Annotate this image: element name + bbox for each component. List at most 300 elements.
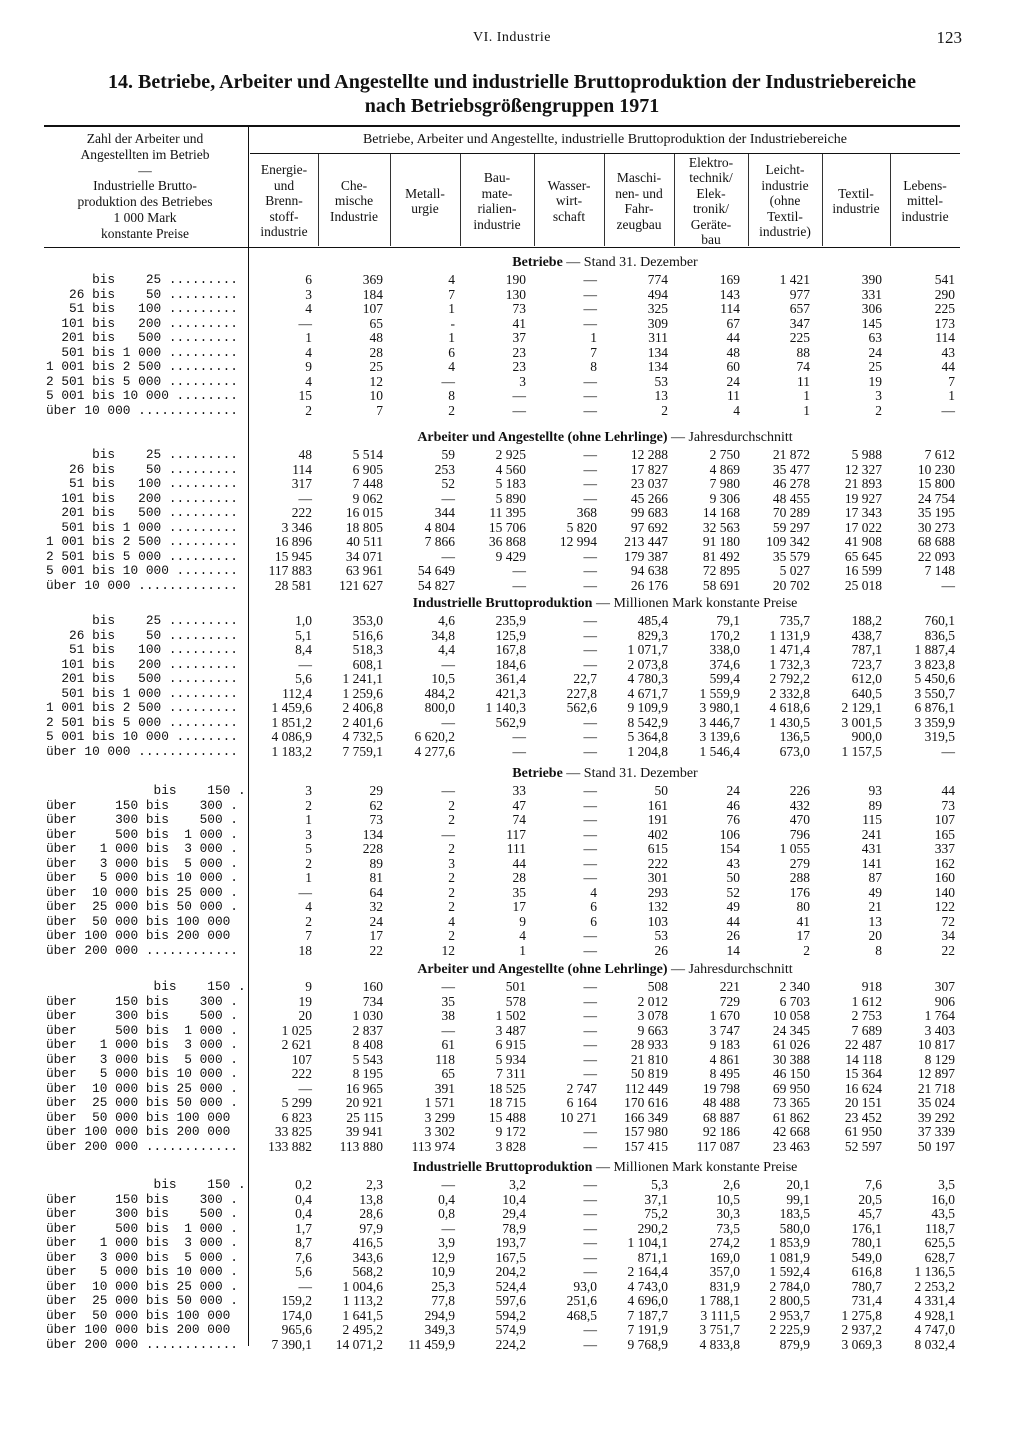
cell-metallurgie: 38 (441, 1008, 455, 1023)
cell-baumaterialien: 6 915 (495, 1037, 526, 1052)
section-title-rest: — Millionen Mark konstante Preise (592, 1160, 798, 1175)
cell-lebensmittelindustrie: — (941, 402, 955, 418)
cell-baumaterialien: 18 715 (488, 1095, 526, 1110)
cell-maschinenbau: 5 364,8 (627, 729, 668, 744)
cell-wasserwirtschaft: — (583, 714, 597, 730)
column-header-text (901, 178, 948, 225)
cell-elektrotechnik: 1 670 (709, 1008, 740, 1023)
cell-energie: 19 (298, 993, 312, 1009)
cell-maschinenbau: 166 349 (624, 1109, 668, 1125)
cell-energie: 4 (305, 899, 312, 914)
cell-metallurgie: 294,9 (424, 1307, 455, 1323)
cell-textilindustrie: 7,6 (865, 1177, 882, 1192)
cell-metallurgie: 4 (448, 272, 455, 287)
cell-wasserwirtschaft: — (583, 1249, 597, 1265)
cell-wasserwirtschaft: — (583, 1177, 597, 1192)
cell-energie: 8,4 (295, 642, 312, 657)
cell-lebensmittelindustrie: 173 (934, 315, 955, 331)
cell-metallurgie: 35 (441, 993, 455, 1009)
cell-chemie: 16 965 (345, 1080, 383, 1096)
table-row (0, 550, 1024, 564)
cell-leichtindustrie: 17 (796, 928, 810, 943)
column-header-maschinenbau (604, 157, 674, 245)
cell-chemie: 89 (369, 855, 383, 871)
cell-lebensmittelindustrie: 39 292 (917, 1109, 955, 1125)
cell-maschinenbau: 179 387 (624, 548, 668, 564)
cell-metallurgie: 59 (441, 447, 455, 462)
cell-lebensmittelindustrie: 4 928,1 (914, 1307, 955, 1323)
cell-chemie: 48 (369, 330, 383, 345)
cell-energie: 159,2 (281, 1293, 312, 1308)
cell-elektrotechnik: 3 139,6 (699, 729, 740, 744)
table-row (0, 886, 1024, 900)
cell-textilindustrie: 3 069,3 (841, 1336, 882, 1352)
cell-maschinenbau: 103 (647, 913, 668, 929)
cell-elektrotechnik: 50 (726, 870, 740, 885)
table-row (0, 331, 1024, 345)
cell-lebensmittelindustrie: 21 718 (917, 1080, 955, 1096)
title-line-1: 14. Betriebe, Arbeiter und Angestellte und industrielle Bruttoproduktion der Industriebereiche (108, 71, 916, 93)
cell-energie: — (298, 315, 312, 331)
table-row (0, 463, 1024, 477)
section-title-rest: — Stand 31. Dezember (562, 766, 698, 781)
cell-textilindustrie: 20 151 (844, 1095, 882, 1110)
cell-elektrotechnik: 48 (726, 344, 740, 360)
cell-textilindustrie: 241 (861, 826, 882, 842)
cell-textilindustrie: 61 950 (844, 1124, 882, 1139)
row-label: über 150 bis 300 . (46, 994, 238, 1009)
table-row (0, 288, 1024, 302)
cell-chemie: 40 511 (346, 534, 383, 549)
cell-maschinenbau: 53 (654, 928, 668, 943)
cell-lebensmittelindustrie: 72 (941, 913, 955, 929)
cell-leichtindustrie: 88 (796, 344, 810, 360)
cell-elektrotechnik: 831,9 (709, 1278, 740, 1294)
cell-wasserwirtschaft: 227,8 (566, 685, 597, 701)
cell-chemie: 416,5 (352, 1235, 383, 1250)
cell-leichtindustrie: 226 (789, 783, 810, 798)
cell-wasserwirtschaft: — (583, 1235, 597, 1250)
cell-lebensmittelindustrie: 122 (934, 899, 955, 914)
cell-textilindustrie: 20 (868, 928, 882, 943)
cell-metallurgie: 8 (448, 388, 455, 403)
row-label: bis 25 ......... (46, 614, 238, 628)
cell-wasserwirtschaft: — (583, 1264, 597, 1279)
table-row (0, 273, 1024, 287)
cell-metallurgie: 113 974 (411, 1138, 455, 1154)
cell-energie: 3 (305, 286, 312, 302)
cell-lebensmittelindustrie: 73 (941, 797, 955, 813)
cell-elektrotechnik: 44 (726, 330, 740, 345)
cell-wasserwirtschaft: — (583, 993, 597, 1009)
cell-leichtindustrie: 1 421 (779, 272, 810, 287)
cell-wasserwirtschaft: — (583, 928, 597, 943)
cell-energie: 1 851,2 (271, 714, 312, 730)
cell-textilindustrie: 17 343 (844, 505, 882, 520)
cell-energie: 15 (298, 388, 312, 403)
section-title-rest: — Jahresdurchschnitt (667, 430, 793, 445)
cell-elektrotechnik: 19 798 (702, 1080, 740, 1096)
cell-baumaterialien: 10,4 (502, 1191, 526, 1207)
cell-wasserwirtschaft: 468,5 (566, 1307, 597, 1323)
cell-wasserwirtschaft: 5 820 (566, 519, 597, 535)
cell-textilindustrie: 41 908 (844, 534, 882, 549)
cell-textilindustrie: 640,5 (851, 685, 882, 701)
cell-elektrotechnik: 4 861 (709, 1051, 740, 1067)
cell-textilindustrie: 16 599 (844, 563, 882, 578)
cell-elektrotechnik: 7 980 (709, 476, 740, 491)
cell-metallurgie: 118 (435, 1051, 455, 1067)
cell-maschinenbau: 13 (654, 388, 668, 403)
cell-wasserwirtschaft: — (583, 783, 597, 798)
cell-metallurgie: 2 (448, 812, 455, 827)
row-label: über 5 000 bis 10 000 . (46, 1067, 238, 1081)
cell-metallurgie: 4 804 (424, 519, 455, 535)
table-row (0, 302, 1024, 316)
page-number: 123 (936, 28, 962, 47)
cell-wasserwirtschaft: — (583, 1066, 597, 1081)
cell-maschinenbau: 5,3 (651, 1177, 668, 1192)
cell-chemie: 518,3 (352, 642, 383, 657)
column-header-line: Lebens- (903, 177, 947, 193)
cell-textilindustrie: 25 (868, 359, 882, 374)
cell-energie: 1,0 (295, 613, 312, 628)
cell-wasserwirtschaft: — (583, 656, 597, 672)
cell-maschinenbau: 21 810 (630, 1051, 668, 1067)
cell-baumaterialien: 184,6 (495, 656, 526, 672)
cell-textilindustrie: 20,5 (858, 1191, 882, 1207)
cell-baumaterialien: 3 487 (495, 1022, 526, 1038)
cell-textilindustrie: 23 452 (844, 1109, 882, 1125)
cell-leichtindustrie: 1 081,9 (769, 1249, 810, 1265)
cell-elektrotechnik: 24 (726, 783, 740, 798)
cell-lebensmittelindustrie: 3 550,7 (914, 685, 955, 701)
cell-energie: 16 896 (274, 534, 312, 549)
table-row (0, 1323, 1024, 1337)
cell-textilindustrie: 87 (868, 870, 882, 885)
section-title-bold: Betriebe (512, 255, 563, 270)
cell-elektrotechnik: 67 (726, 315, 740, 331)
cell-energie: — (298, 1080, 312, 1096)
cell-elektrotechnik: 79,1 (716, 613, 740, 628)
cell-chemie: 32 (369, 899, 383, 914)
cell-elektrotechnik: 169,0 (709, 1249, 740, 1265)
cell-maschinenbau: 132 (647, 899, 668, 914)
cell-leichtindustrie: 432 (789, 797, 810, 813)
cell-leichtindustrie: 70 289 (772, 505, 810, 520)
row-label: bis 25 ......... (46, 273, 238, 287)
table-row (0, 857, 1024, 871)
cell-textilindustrie: 14 118 (845, 1051, 882, 1067)
table-row (0, 672, 1024, 686)
cell-maschinenbau: 7 191,9 (627, 1322, 668, 1337)
cell-wasserwirtschaft: 562,6 (566, 700, 597, 715)
cell-elektrotechnik: 52 (726, 884, 740, 900)
cell-leichtindustrie: 2 800,5 (769, 1293, 810, 1308)
cell-chemie: 1 641,5 (342, 1307, 383, 1323)
cell-textilindustrie: 780,7 (851, 1278, 882, 1294)
table-row (0, 995, 1024, 1009)
row-label: über 500 bis 1 000 . (46, 1221, 238, 1236)
cell-chemie: 73 (369, 812, 383, 827)
row-label: 501 bis 1 000 ......... (46, 686, 238, 701)
cell-textilindustrie: 49 (868, 884, 882, 900)
table-row (0, 784, 1024, 798)
cell-leichtindustrie: 6 703 (779, 993, 810, 1009)
cell-elektrotechnik: 60 (726, 359, 740, 374)
column-header-text (615, 170, 663, 232)
cell-metallurgie: — (441, 490, 455, 506)
cell-maschinenbau: 26 176 (630, 577, 668, 593)
table-row (0, 1193, 1024, 1207)
column-header-line: mittel- (907, 193, 943, 209)
row-label: 101 bis 200 ......... (46, 491, 238, 506)
cell-textilindustrie: 93 (868, 783, 882, 798)
section-title-rest: — Millionen Mark konstante Preise (592, 596, 798, 611)
cell-elektrotechnik: 91 180 (702, 534, 740, 549)
cell-energie: 107 (291, 1051, 312, 1067)
cell-energie: 1 025 (281, 1022, 312, 1038)
cell-elektrotechnik: 3 747 (709, 1022, 740, 1038)
cell-energie: 6 823 (281, 1109, 312, 1125)
cell-elektrotechnik: 58 691 (702, 577, 740, 593)
cell-leichtindustrie: 657 (789, 301, 810, 316)
cell-leichtindustrie: 46 278 (772, 476, 810, 491)
cell-baumaterialien: 4 560 (495, 461, 526, 477)
cell-chemie: 7 (376, 402, 383, 418)
cell-chemie: 4 732,5 (342, 729, 383, 744)
cell-wasserwirtschaft: — (583, 627, 597, 643)
cell-baumaterialien: — (512, 388, 526, 403)
cell-energie: 965,6 (281, 1322, 312, 1337)
row-label: über 10 000 bis 25 000 . (46, 885, 238, 900)
cell-textilindustrie: 8 (875, 942, 882, 958)
cell-maschinenbau: 75,2 (644, 1206, 668, 1221)
cell-maschinenbau: 53 (654, 373, 668, 389)
table-row (0, 629, 1024, 643)
cell-lebensmittelindustrie: 44 (941, 783, 955, 798)
cell-textilindustrie: 17 022 (844, 519, 882, 535)
cell-metallurgie: 61 (441, 1037, 455, 1052)
cell-metallurgie: — (441, 548, 455, 564)
cell-metallurgie: 3 302 (424, 1124, 455, 1139)
cell-metallurgie: 1 571 (424, 1095, 455, 1110)
column-header-line: Wasser- (547, 177, 591, 193)
cell-baumaterialien: 167,5 (495, 1249, 526, 1265)
cell-textilindustrie: 21 893 (844, 476, 882, 491)
cell-energie: 7,6 (295, 1249, 312, 1265)
cell-lebensmittelindustrie: 118,7 (925, 1220, 955, 1236)
table-row (0, 1294, 1024, 1308)
section-title (250, 255, 960, 271)
table-row (0, 535, 1024, 549)
cell-lebensmittelindustrie: 5 450,6 (914, 671, 955, 686)
row-label: über 200 000 ............ (46, 1337, 238, 1352)
cell-elektrotechnik: 48 488 (702, 1095, 740, 1110)
cell-chemie: 63 961 (345, 563, 383, 578)
cell-wasserwirtschaft: — (583, 388, 597, 403)
cell-baumaterialien: 204,2 (495, 1264, 526, 1279)
row-label: 2 501 bis 5 000 ......... (46, 549, 238, 564)
cell-lebensmittelindustrie: 4 747,0 (914, 1322, 955, 1337)
column-header-line: Textil- (838, 185, 874, 201)
column-header-line: und (273, 177, 295, 193)
cell-textilindustrie: 780,1 (851, 1235, 882, 1250)
cell-lebensmittelindustrie: 50 197 (917, 1138, 955, 1154)
cell-chemie: 134 (362, 826, 383, 842)
column-header-line: mate- (481, 185, 513, 201)
column-separator (822, 154, 823, 246)
cell-metallurgie: 4,4 (438, 642, 455, 657)
header-bottom-rule (44, 247, 960, 248)
row-label: über 1 000 bis 3 000 . (46, 1236, 238, 1250)
cell-wasserwirtschaft: — (583, 841, 597, 856)
cell-textilindustrie: 16 624 (844, 1080, 882, 1096)
cell-wasserwirtschaft: 8 (590, 359, 597, 374)
row-label: über 3 000 bis 5 000 . (46, 856, 238, 871)
cell-elektrotechnik: 729 (719, 993, 740, 1009)
cell-lebensmittelindustrie: 7 612 (924, 447, 955, 462)
cell-maschinenbau: 99 683 (630, 505, 668, 520)
cell-energie: 2 (305, 855, 312, 871)
cell-textilindustrie: 2 (875, 402, 882, 418)
cell-maschinenbau: 3 078 (637, 1008, 668, 1023)
column-header-line: zeugbau (616, 216, 662, 232)
cell-maschinenbau: 871,1 (637, 1249, 668, 1265)
cell-wasserwirtschaft: — (583, 826, 597, 842)
cell-leichtindustrie: 1 732,3 (769, 656, 810, 672)
cell-metallurgie: 2 (448, 899, 455, 914)
cell-baumaterialien: 235,9 (495, 613, 526, 628)
cell-leichtindustrie: 176 (789, 884, 810, 900)
cell-energie: 15 945 (274, 548, 312, 564)
cell-wasserwirtschaft: — (583, 286, 597, 302)
cell-wasserwirtschaft: — (583, 373, 597, 389)
cell-lebensmittelindustrie: 22 (941, 942, 955, 958)
section-title-bold: Arbeiter und Angestellte (ohne Lehrlinge) (417, 962, 668, 977)
cell-chemie: 17 (369, 928, 383, 943)
table-row (0, 1338, 1024, 1352)
cell-elektrotechnik: 154 (719, 841, 740, 856)
cell-chemie: 6 905 (352, 461, 383, 477)
table-row (0, 492, 1024, 506)
cell-maschinenbau: 9 768,9 (627, 1336, 668, 1352)
row-label: 501 bis 1 000 ......... (46, 345, 238, 360)
cell-elektrotechnik: 1 546,4 (699, 743, 740, 759)
cell-energie: 5,6 (295, 671, 312, 686)
cell-leichtindustrie: 61 026 (772, 1037, 810, 1052)
table-row (0, 317, 1024, 331)
column-header-line: wirt- (555, 193, 583, 209)
cell-chemie: 81 (369, 870, 383, 885)
cell-energie: 48 (298, 447, 312, 462)
cell-metallurgie: — (441, 979, 455, 994)
cell-elektrotechnik: 1 559,9 (699, 685, 740, 701)
cell-energie: 7 390,1 (271, 1336, 312, 1352)
column-header-lebensmittelindustrie (890, 157, 960, 245)
cell-baumaterialien: 29,4 (502, 1206, 526, 1221)
column-header-line: Geräte- (690, 216, 732, 232)
cell-elektrotechnik: 10,5 (716, 1191, 740, 1207)
cell-textilindustrie: 431 (861, 841, 882, 856)
cell-wasserwirtschaft: 93,0 (573, 1278, 597, 1294)
table-row (0, 842, 1024, 856)
cell-energie: 4 086,9 (271, 729, 312, 744)
cell-chemie: 25 (369, 359, 383, 374)
row-label: 201 bis 500 ......... (46, 506, 238, 520)
row-label: über 100 000 bis 200 000 (46, 929, 238, 943)
cell-textilindustrie: 145 (861, 315, 882, 331)
cell-textilindustrie: 3 (875, 388, 882, 403)
cell-energie: 8,7 (295, 1235, 312, 1250)
table-row (0, 360, 1024, 374)
cell-leichtindustrie: 2 953,7 (769, 1307, 810, 1323)
cell-metallurgie: 349,3 (424, 1322, 455, 1337)
cell-lebensmittelindustrie: 140 (934, 884, 955, 900)
cell-chemie: 97,9 (359, 1220, 383, 1236)
cell-textilindustrie: 21 (868, 899, 882, 914)
cell-leichtindustrie: 470 (789, 812, 810, 827)
cell-metallurgie: 12 (441, 942, 455, 958)
cell-lebensmittelindustrie: 10 817 (917, 1037, 955, 1052)
cell-leichtindustrie: 48 455 (772, 490, 810, 506)
cell-lebensmittelindustrie: 22 093 (917, 548, 955, 564)
cell-energie: 2 (305, 797, 312, 813)
cell-maschinenbau: 2 (661, 402, 668, 418)
cell-textilindustrie: 45,7 (858, 1206, 882, 1221)
cell-metallurgie: 0,4 (438, 1191, 455, 1207)
column-header-line: stoff- (269, 208, 299, 224)
cell-lebensmittelindustrie: 7 148 (924, 563, 955, 578)
table-row (0, 1280, 1024, 1294)
cell-lebensmittelindustrie: 4 331,4 (914, 1293, 955, 1308)
cell-maschinenbau: 45 266 (630, 490, 668, 506)
cell-energie: 0,2 (295, 1177, 312, 1192)
cell-baumaterialien: 224,2 (495, 1336, 526, 1352)
cell-leichtindustrie: 1 (803, 388, 810, 403)
cell-metallurgie: 7 (448, 286, 455, 302)
column-header-line: industrie (473, 216, 521, 232)
cell-leichtindustrie: 61 862 (772, 1109, 810, 1125)
cell-elektrotechnik: 8 495 (709, 1066, 740, 1081)
table-row (0, 614, 1024, 628)
cell-textilindustrie: 438,7 (851, 627, 882, 643)
cell-chemie: 121 627 (339, 577, 383, 593)
cell-elektrotechnik: 24 (726, 373, 740, 389)
cell-metallurgie: 1 (448, 330, 455, 345)
cell-leichtindustrie: 1 055 (779, 841, 810, 856)
cell-maschinenbau: 293 (647, 884, 668, 900)
cell-baumaterialien: 125,9 (495, 627, 526, 643)
column-header-line: Maschi- (616, 170, 662, 185)
cell-textilindustrie: 52 597 (844, 1138, 882, 1154)
cell-lebensmittelindustrie: 225 (934, 301, 955, 316)
table-row (0, 1067, 1024, 1081)
cell-maschinenbau: 112 449 (624, 1080, 668, 1096)
column-header-line: Che- (340, 177, 368, 193)
cell-maschinenbau: 508 (647, 979, 668, 994)
cell-elektrotechnik: 26 (726, 928, 740, 943)
table-row (0, 521, 1024, 535)
cell-lebensmittelindustrie: 541 (934, 272, 955, 287)
cell-energie: — (298, 884, 312, 900)
row-label: über 5 000 bis 10 000 . (46, 1265, 238, 1279)
row-label: 201 bis 500 ......... (46, 672, 238, 686)
cell-metallurgie: 0,8 (438, 1206, 455, 1221)
table-row (0, 1265, 1024, 1279)
table-row (0, 375, 1024, 389)
column-header-line: mische (334, 193, 374, 209)
